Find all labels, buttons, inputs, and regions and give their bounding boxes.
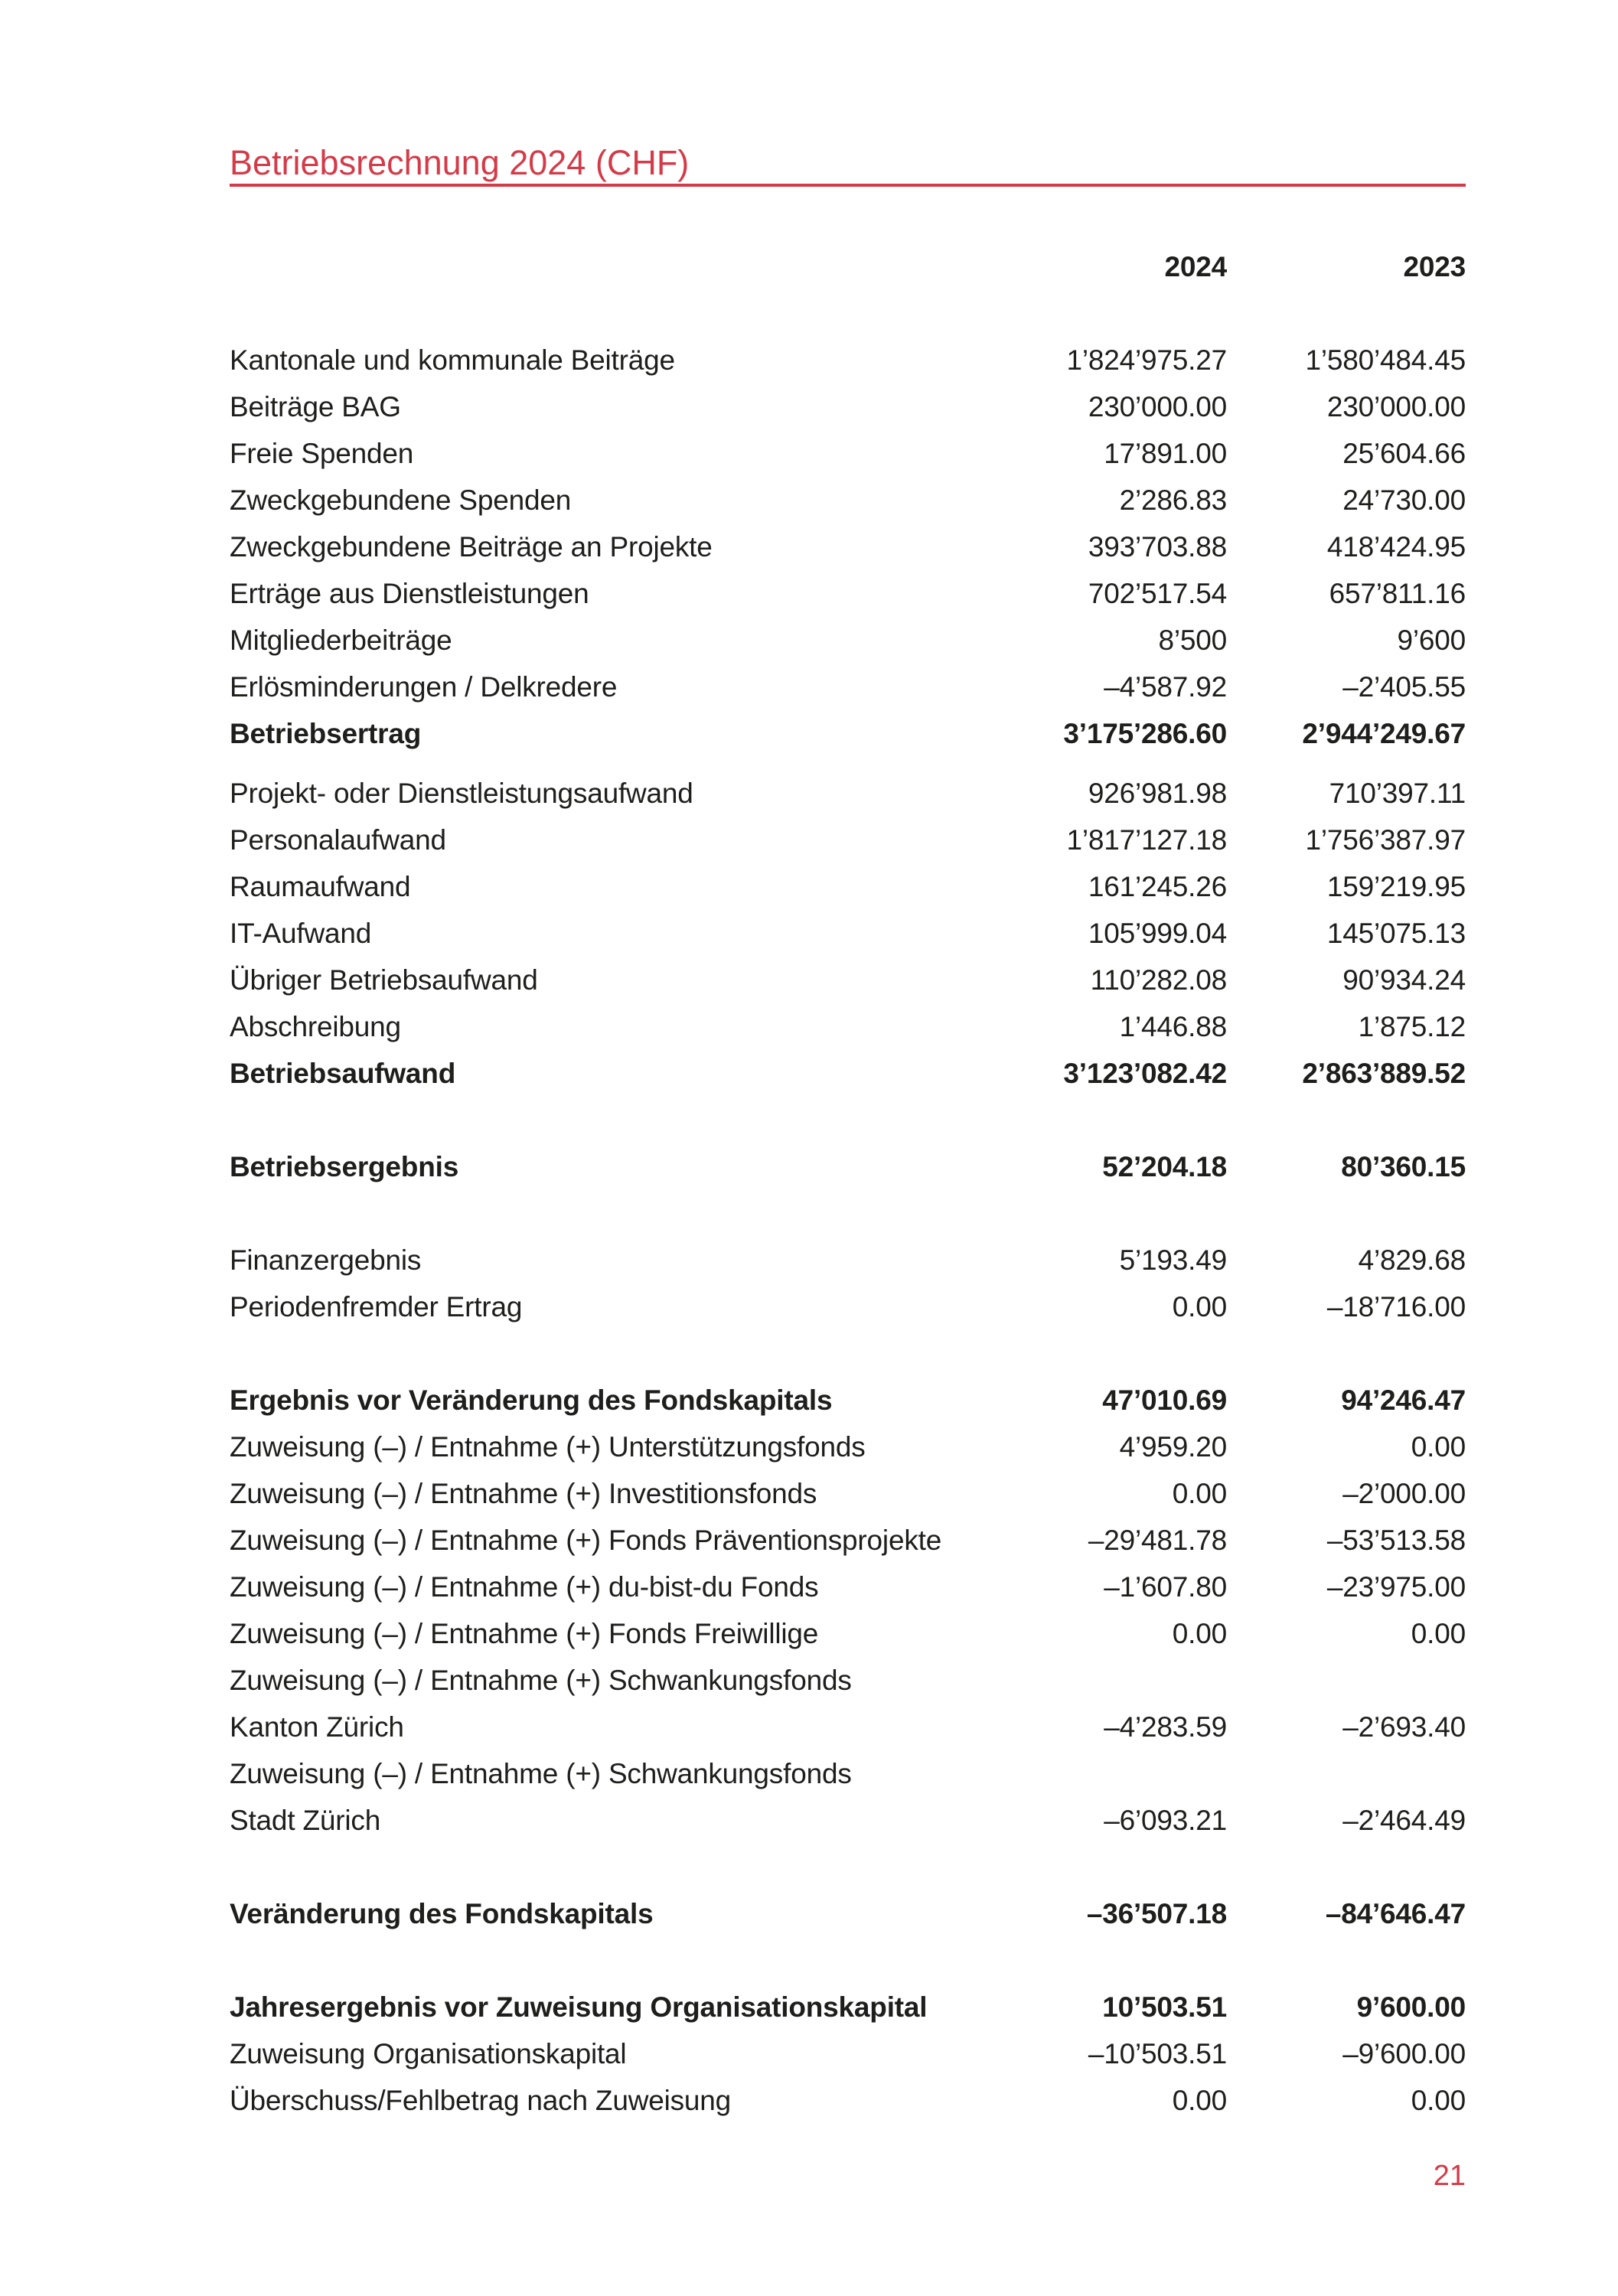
table-row [230,1657,1466,1704]
value-2024: 17’891.00 [1104,438,1227,469]
value-2024: 230’000.00 [1088,391,1227,422]
value-2023: –9’600.00 [1342,2038,1466,2069]
value-2024: 0.00 [1172,1478,1227,1509]
table-row [230,1283,1466,1330]
table-row [230,770,1466,817]
value-2024: 8’500 [1158,625,1227,656]
table-row [230,337,1466,383]
value-2024: –4’283.59 [1104,1711,1227,1743]
value-2023: –2’693.40 [1342,1711,1466,1743]
value-2024: 10’503.51 [1102,1991,1227,2023]
value-2024: –29’481.78 [1088,1525,1227,1556]
value-2023: 25’604.66 [1342,438,1466,469]
page-number: 21 [1433,2160,1466,2192]
value-2023: 1’875.12 [1358,1011,1466,1042]
value-2024: 52’204.18 [1102,1151,1227,1182]
table-row [230,617,1466,664]
value-2023: 159’219.95 [1326,871,1466,902]
value-2023: –2’000.00 [1342,1478,1466,1509]
value-2023: –84’646.47 [1325,1898,1466,1929]
table-row [230,1797,1466,1844]
row-label: Zuweisung (–) / Entnahme (+) Schwankungsfonds [230,1665,852,1696]
value-2023: –2’405.55 [1342,671,1466,703]
value-2024: 47’010.69 [1102,1384,1227,1416]
table-row [230,710,1466,757]
row-label: Periodenfremder Ertrag [230,1291,523,1322]
table-row [230,910,1466,957]
table-row [230,1237,1466,1283]
table-header-row [230,243,1466,290]
table-row [230,430,1466,477]
row-label: Kantonale und kommunale Beiträge [230,344,675,376]
value-2024: 393’703.88 [1088,531,1227,563]
row-label: IT-Aufwand [230,918,372,949]
row-label: Erlösminderungen / Delkredere [230,671,618,703]
value-2023: 90’934.24 [1342,964,1466,996]
row-label: Kanton Zürich [230,1711,404,1743]
row-label: Zweckgebundene Spenden [230,484,572,516]
row-label: Zuweisung (–) / Entnahme (+) Investitionsfonds [230,1478,817,1509]
table-row [230,1517,1466,1564]
value-2023: 9’600.00 [1356,1991,1466,2023]
value-2023: 0.00 [1411,2085,1466,2116]
table-row [230,863,1466,910]
row-label: Finanzergebnis [230,1244,422,1276]
value-2024: 3’123’082.42 [1063,1058,1227,1089]
value-2024: 1’446.88 [1119,1011,1227,1042]
value-2023: –53’513.58 [1326,1525,1466,1556]
row-label: Zuweisung (–) / Entnahme (+) Schwankungsfonds [230,1758,852,1789]
value-2024: 105’999.04 [1088,918,1227,949]
table-row [230,1003,1466,1050]
table-row [230,523,1466,570]
table-row [230,1050,1466,1097]
table-row [230,477,1466,523]
value-2024: 0.00 [1172,2085,1227,2116]
row-label: Zuweisung Organisationskapital [230,2038,627,2069]
value-2023: 4’829.68 [1358,1244,1466,1276]
value-2024: –4’587.92 [1104,671,1227,703]
row-label: Projekt- oder Dienstleistungsaufwand [230,778,693,809]
column-header-spacer [230,243,1013,290]
row-label: Betriebsaufwand [230,1058,456,1089]
table-row [230,2077,1466,2124]
value-2023: 710’397.11 [1329,778,1466,809]
value-2024: 161’245.26 [1088,871,1227,902]
row-label: Stadt Zürich [230,1805,381,1836]
value-2023: 657’811.16 [1329,578,1466,609]
table-row [230,1564,1466,1610]
table-row [230,1424,1466,1470]
table-row [230,1984,1466,2030]
row-label: Zuweisung (–) / Entnahme (+) du-bist-du Fonds [230,1571,819,1603]
value-2023: 2’944’249.67 [1302,718,1466,749]
value-2024: –36’507.18 [1086,1898,1227,1929]
row-label: Zuweisung (–) / Entnahme (+) Fonds Präventionsprojekte [230,1525,942,1556]
value-2024: 1’817’127.18 [1066,824,1227,856]
value-2023: 94’246.47 [1341,1384,1466,1416]
value-2023 [1227,1750,1466,1797]
row-label: Übriger Betriebsaufwand [230,964,538,996]
value-2023: 230’000.00 [1326,391,1466,422]
row-label: Raumaufwand [230,871,411,902]
value-2023: 0.00 [1411,1618,1466,1649]
row-label: Erträge aus Dienstleistungen [230,578,589,609]
table-row [230,2030,1466,2077]
value-2024: 4’959.20 [1119,1431,1227,1463]
value-2024: 110’282.08 [1090,964,1227,996]
table-body [230,337,1466,2124]
table-row [230,817,1466,863]
row-label: Abschreibung [230,1011,401,1042]
table-row [230,1143,1466,1190]
value-2023: 9’600 [1397,625,1466,656]
table-row [230,1704,1466,1750]
value-2023: 2’863’889.52 [1302,1058,1466,1089]
value-2023: –2’464.49 [1342,1805,1466,1836]
value-2023: –23’975.00 [1326,1571,1466,1603]
row-label: Ergebnis vor Veränderung des Fondskapitals [230,1384,833,1416]
table-row [230,1377,1466,1424]
value-2024: –6’093.21 [1104,1805,1227,1836]
table-row [230,957,1466,1003]
income-statement-table [230,243,1466,2124]
header-gap [230,290,1466,337]
row-label: Beiträge BAG [230,391,401,422]
title-rule [230,184,1466,187]
value-2023: 80’360.15 [1341,1151,1466,1182]
value-2024: 2’286.83 [1119,484,1227,516]
table-row [230,664,1466,710]
value-2023: 1’580’484.45 [1305,344,1466,376]
value-2024: 1’824’975.27 [1066,344,1227,376]
table-row [230,570,1466,617]
row-label: Veränderung des Fondskapitals [230,1898,654,1929]
table-row [230,1610,1466,1657]
row-label: Personalaufwand [230,824,446,856]
row-label: Überschuss/Fehlbetrag nach Zuweisung [230,2085,732,2116]
value-2023: 24’730.00 [1342,484,1466,516]
row-label: Zweckgebundene Beiträge an Projekte [230,531,713,563]
value-2023: 0.00 [1411,1431,1466,1463]
value-2024: 5’193.49 [1119,1244,1227,1276]
row-label: Betriebsertrag [230,718,422,749]
table-row [230,1470,1466,1517]
value-2023: 418’424.95 [1326,531,1466,563]
table-row [230,1750,1466,1797]
value-2024: 702’517.54 [1088,578,1227,609]
column-header-2024: 2024 [1164,251,1227,282]
row-label: Jahresergebnis vor Zuweisung Organisationskapital [230,1991,928,2023]
value-2024 [1013,1750,1227,1797]
value-2024 [1013,1657,1227,1704]
table-row [230,1890,1466,1937]
value-2024: 3’175’286.60 [1063,718,1227,749]
table-row [230,383,1466,430]
value-2024: –10’503.51 [1088,2038,1227,2069]
row-label: Mitgliederbeiträge [230,625,452,656]
value-2023: 145’075.13 [1326,918,1466,949]
value-2023: 1’756’387.97 [1305,824,1466,856]
value-2023: –18’716.00 [1326,1291,1466,1322]
value-2024: 0.00 [1172,1618,1227,1649]
value-2024: –1’607.80 [1104,1571,1227,1603]
value-2024: 926’981.98 [1088,778,1227,809]
column-header-2023: 2023 [1403,251,1466,282]
row-label: Zuweisung (–) / Entnahme (+) Unterstützungsfonds [230,1431,866,1463]
value-2023 [1227,1657,1466,1704]
row-label: Freie Spenden [230,438,414,469]
value-2024: 0.00 [1172,1291,1227,1322]
page-title: Betriebsrechnung 2024 (CHF) [230,143,690,182]
row-label: Zuweisung (–) / Entnahme (+) Fonds Freiwillige [230,1618,819,1649]
row-label: Betriebsergebnis [230,1151,459,1182]
